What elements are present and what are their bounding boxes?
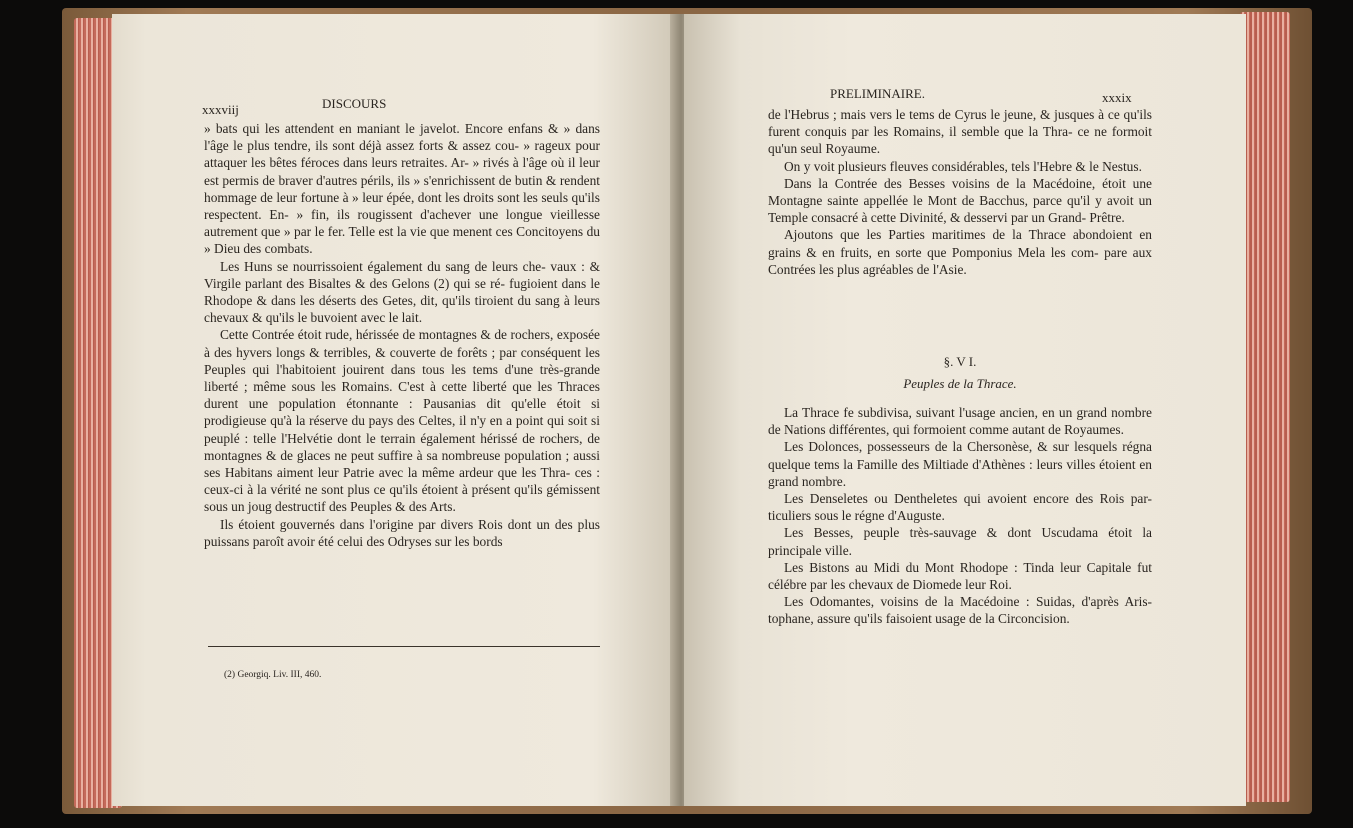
left-page: [112, 14, 678, 806]
paragraph: Les Bistons au Midi du Mont Rhodope : Tinda leur Capitale fut célébre par les chevaux de Diomede leur Roi.: [768, 559, 1152, 593]
left-running-head: DISCOURS: [322, 96, 387, 111]
right-body-top: [768, 106, 1152, 278]
page-edges-right: [1240, 12, 1290, 802]
paragraph: Les Denseletes ou Dentheletes qui avoient encore des Rois par- ticuliers sous le régne d'Auguste.: [768, 491, 1152, 524]
paragraph: Les Huns se nourrissoient également du sang de leurs che- vaux : & Virgile parlant des Bisaltes & des Gelons (2) qui se ré- fugioient dans le Rhodope & dans les déserts des Getes, dit, qu'ils tiroient du sang à leurs chevaux & qu'ils le buvoient avec le lait.: [204, 258, 600, 326]
right-body-bottom: [768, 404, 1152, 628]
section-title: Peuples de la Thrace.: [903, 376, 1017, 391]
paragraph: On y voit plusieurs fleuves considérables, tels l'Hebre & le Nestus.: [784, 158, 1142, 174]
paragraph: Cette Contrée étoit rude, hérissée de montagnes & de rochers, exposée à des hyvers longs & terribles, & couverte de forêts ; par conséquent les Peuples qui l'habitoient jouirent dans tous les tems d'une très-grande liberté ; même sous les Romains. C'est à cette liberté que les Thraces durent une population étonnante : Pausanias dit qu'elle étoit si prodigieuse qu'à la réserve du pays des Celtes, il n'y en a point qui soit si peuplé : telle l'Helvétie dont le terrain également hérissé de rochers, de montagnes & de glaces ne peut suffire à sa nombreuse population ; aussi ses Habitans aiment leur Patrie avec la même ardeur que les Thra- ces : ceux-ci à la vérité ne sont plus ce qu'ils étoient à présent qu'ils gémissent sous un joug destructif des Peuples & des Arts.: [204, 327, 600, 515]
paragraph: Ajoutons que les Parties maritimes de la Thrace abondoient en grains & en fruits, en sorte que Pomponius Mela les com- pare aux Contrées les plus agréables de l'Asie.: [768, 227, 1152, 277]
left-page-number: xxxviij: [202, 102, 239, 117]
paragraph: Ils étoient gouvernés dans l'origine par divers Rois dont un des plus puissans paroît avoir été celui des Odryses sur les bords: [204, 516, 600, 549]
paragraph: Dans la Contrée des Besses voisins de la Macédoine, étoit une Montagne sainte appellée le Mont de Bacchus, parce qu'il y avoit un Temple consacré à cette Divinité, & desservi par un Grand- Prêtre.: [768, 175, 1152, 226]
footnote-rule: [208, 646, 600, 647]
paragraph: » bats qui les attendent en maniant le javelot. Encore enfans & » dans l'âge le plus tendre, ils sont déjà assez forts & assez cou- » rageux pour attaquer les bêtes féroces dans leurs retraites. Ar- » rivés à l'âge où il leur est permis de braver d'autres périls, ils » s'enrichissent de butin & rendent hommage de leur fortune à » leur épée, dont les droits sont les seuls qu'ils respectent. En- » fin, ils rougissent d'achever une longue vieillesse autrement que » par le fer. Telle est la vie que menent ces Concitoyens du » Dieu des combats.: [204, 121, 600, 257]
paragraph: Les Odomantes, voisins de la Macédoine : Suidas, d'après Aris- tophane, assure qu'ils faisoient usage de la Circoncision.: [768, 594, 1152, 627]
right-running-head: PRELIMINAIRE.: [830, 86, 925, 101]
paragraph: Les Besses, peuple très-sauvage & dont Uscudama étoit la principale ville.: [768, 525, 1152, 558]
paragraph: de l'Hebrus ; mais vers le tems de Cyrus le jeune, & jusques à ce qu'ils furent conquis par les Romains, il semble que la Thra- ce ne formoit qu'un seul Royaume.: [768, 107, 1152, 157]
footnote: (2) Georgiq. Liv. III, 460.: [224, 670, 322, 680]
right-page: [684, 14, 1246, 806]
paragraph: Les Dolonces, possesseurs de la Chersonèse, & sur lesquels régna quelque tems la Famille des Miltiade d'Athènes : leurs villes étoient en grand nombre.: [768, 439, 1152, 489]
left-body: [204, 120, 600, 550]
paragraph: La Thrace fe subdivisa, suivant l'usage ancien, en un grand nombre de Nations différentes, qui formoient comme autant de Royaumes.: [768, 405, 1152, 438]
section-number: §. V I.: [943, 354, 977, 369]
right-page-number: xxxix: [1102, 90, 1132, 105]
